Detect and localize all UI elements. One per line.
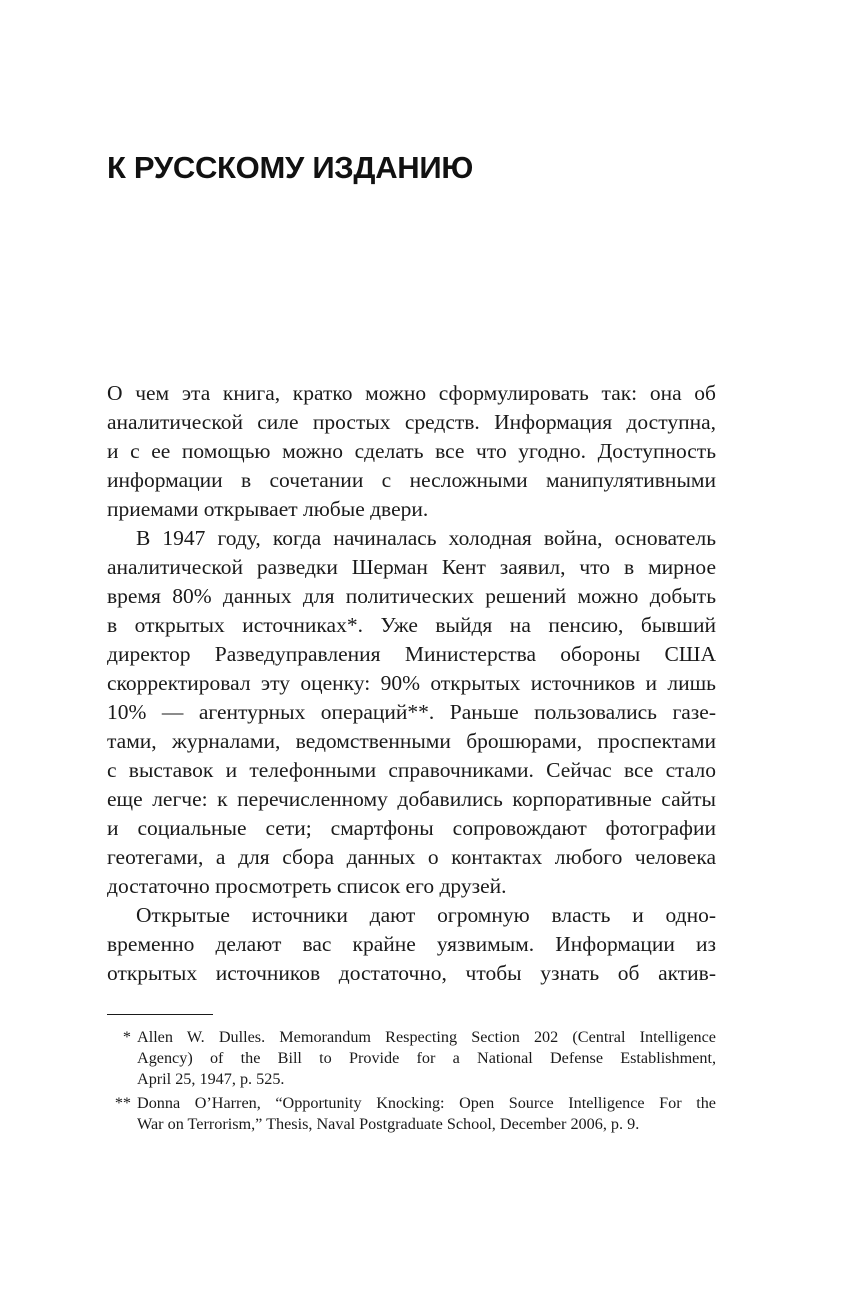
text-line: скорректировал эту оценку: 90% открытых источников и лишь <box>107 671 716 695</box>
text-line: еще легче: к перечисленному добавились корпоративные сайты <box>107 787 716 811</box>
footnote-line: Agency) of the Bill to Provide for a National Defense Establishment, <box>137 1049 716 1067</box>
text-line: приемами открывает любые двери. <box>107 497 429 521</box>
body-text <box>107 379 716 988</box>
text-line: информации в сочетании с несложными манипулятивными <box>107 468 716 492</box>
text-line: директор Разведуправления Министерства обороны США <box>107 642 716 666</box>
chapter-title: К РУССКОМУ ИЗДАНИЮ <box>107 150 474 185</box>
text-line: временно делают вас крайне уязвимым. Информации из <box>107 932 716 956</box>
text-line: с выставок и телефонными справочниками. Сейчас все стало <box>107 758 716 782</box>
text-line: и социальные сети; смартфоны сопровождают фотографии <box>107 816 716 840</box>
text-line: аналитической силе простых средств. Информация доступна, <box>107 410 716 434</box>
text-line: 10% — агентурных операций**. Раньше пользовались газе- <box>107 700 716 724</box>
text-line: О чем эта книга, кратко можно сформулировать так: она об <box>107 381 716 405</box>
text-line: открытых источников достаточно, чтобы узнать об актив- <box>107 961 716 985</box>
paragraph <box>107 379 716 524</box>
text-line: аналитической разведки Шерман Кент заявил, что в мирное <box>107 555 716 579</box>
footnote-marker: ** <box>114 1094 131 1112</box>
text-line: В 1947 году, когда начиналась холодная война, основатель <box>136 526 716 550</box>
text-line: достаточно просмотреть список его друзей. <box>107 874 507 898</box>
footnote <box>107 1027 716 1090</box>
footnote-marker: * <box>122 1028 131 1046</box>
footnote-line: Allen W. Dulles. Memorandum Respecting Section 202 (Central Intelligence <box>137 1028 716 1046</box>
text-line: и с ее помощью можно сделать все что угодно. Доступность <box>107 439 716 463</box>
footnotes <box>107 1027 716 1138</box>
text-line: тами, журналами, ведомственными брошюрами, проспектами <box>107 729 716 753</box>
footnote-separator <box>107 1014 213 1015</box>
footnote-line: War on Terrorism,” Thesis, Naval Postgraduate School, December 2006, p. 9. <box>137 1115 640 1133</box>
text-line: в открытых источниках*. Уже выйдя на пенсию, бывший <box>107 613 716 637</box>
footnote-line: Donna O’Harren, “Opportunity Knocking: Open Source Intelligence For the <box>137 1094 716 1112</box>
paragraph <box>107 524 716 901</box>
footnote <box>107 1093 716 1135</box>
text-line: Открытые источники дают огромную власть и одно- <box>136 903 716 927</box>
text-line: время 80% данных для политических решений можно добыть <box>107 584 716 608</box>
paragraph <box>107 901 716 988</box>
footnote-line: April 25, 1947, p. 525. <box>137 1070 285 1088</box>
text-line: геотегами, а для сбора данных о контактах любого человека <box>107 845 716 869</box>
